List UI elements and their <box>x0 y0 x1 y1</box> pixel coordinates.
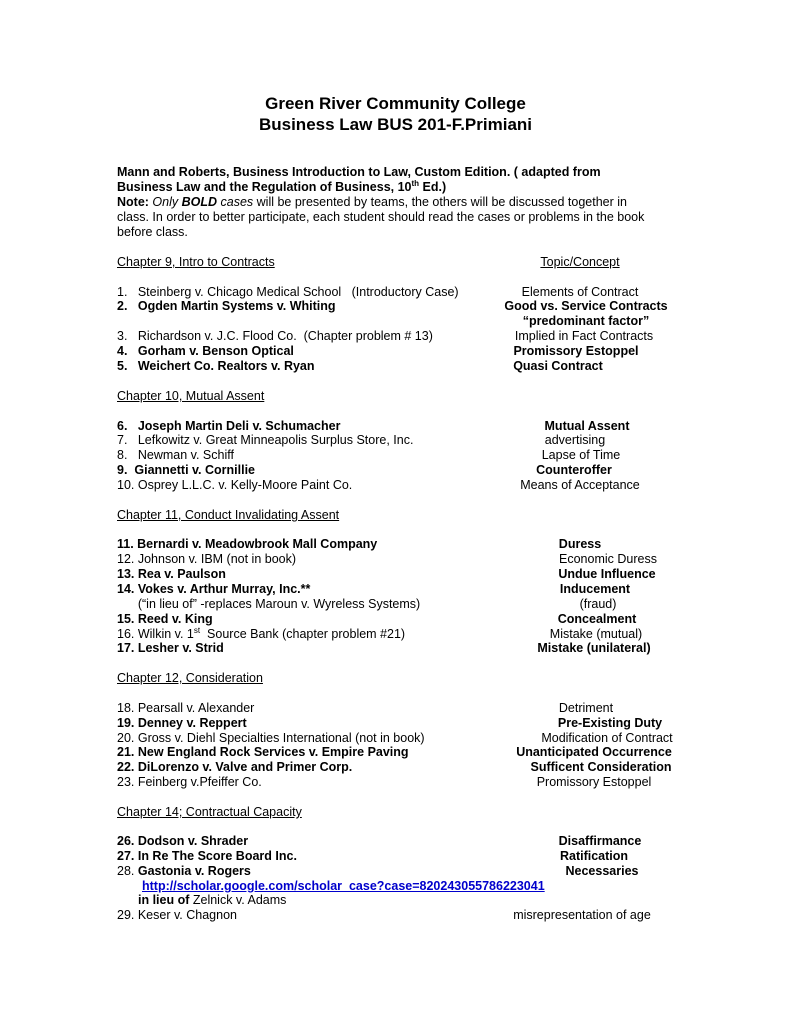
case-row: 13. Rea v. Paulson <box>117 567 226 581</box>
case-topic: Mistake (mutual) <box>549 627 643 641</box>
case-row: 11. Bernardi v. Meadowbrook Mall Company <box>117 537 378 551</box>
case-row: 15. Reed v. King <box>117 612 213 626</box>
case-row: 20. Gross v. Diehl Specialties International (not in book) <box>117 731 425 745</box>
case-row: 6. Joseph Martin Deli v. Schumacher <box>117 419 341 433</box>
case-topic: Promissory Estoppel <box>536 775 652 789</box>
case-row: 1. Steinberg v. Chicago Medical School (Introductory Case) <box>117 285 459 299</box>
case-topic: Ratification <box>559 849 629 863</box>
topic-concept-heading: Topic/Concept <box>540 255 620 269</box>
case-row: 14. Vokes v. Arthur Murray, Inc.** <box>117 582 311 596</box>
case-row: 4. Gorham v. Benson Optical <box>117 344 294 358</box>
chapter-14-heading: Chapter 14; Contractual Capacity <box>117 805 302 819</box>
case-topic: Modification of Contract <box>541 731 673 745</box>
case-topic: Necessaries <box>565 864 639 878</box>
case-topic: Implied in Fact Contracts <box>514 329 654 343</box>
college-title: Green River Community College <box>265 94 526 113</box>
case-row: 12. Johnson v. IBM (not in book) <box>117 552 297 566</box>
case-row: 10. Osprey L.L.C. v. Kelly-Moore Paint Co. <box>117 478 353 492</box>
case-row: 21. New England Rock Services v. Empire Paving <box>117 745 409 759</box>
case-row: 5. Weichert Co. Realtors v. Ryan <box>117 359 315 373</box>
case-row: 17. Lesher v. Strid <box>117 641 224 655</box>
case-topic: Disaffirmance <box>558 834 642 848</box>
case-topic: misrepresentation of age <box>513 908 651 922</box>
intro-line-2: Business Law and the Regulation of Business, 10th Ed.) <box>117 178 447 194</box>
case-row: 23. Feinberg v.Pfeiffer Co. <box>117 775 262 789</box>
case-topic: advertising <box>544 433 606 447</box>
case-topic: Elements of Contract <box>521 285 639 299</box>
case-row: 8. Newman v. Schiff <box>117 448 234 462</box>
case-topic: Mistake (unilateral) <box>537 641 651 655</box>
case-topic: Promissory Estoppel <box>513 344 639 358</box>
case-row: 7. Lefkowitz v. Great Minneapolis Surplus Store, Inc. <box>117 433 414 447</box>
case-row: (“in lieu of” -replaces Maroun v. Wyreless Systems) <box>117 597 421 611</box>
case-topic: Good vs. Service Contracts <box>504 299 668 313</box>
in-lieu-row: in lieu of Zelnick v. Adams <box>138 893 287 907</box>
note-line-2: class. In order to better participate, each student should read the cases or problems in the book <box>117 210 645 224</box>
case-topic: Inducement <box>559 582 631 596</box>
case-topic: Undue Influence <box>558 567 656 581</box>
note-line-1: Note: Only BOLD cases will be presented by teams, the others will be discussed together in <box>117 195 627 209</box>
case-topic: (fraud) <box>579 597 617 611</box>
case-topic: Economic Duress <box>559 552 657 566</box>
case-row: 9. Giannetti v. Cornillie <box>117 463 255 477</box>
case-topic: Concealment <box>557 612 637 626</box>
course-title: Business Law BUS 201-F.Primiani <box>258 115 533 134</box>
case-row: 28. Gastonia v. Rogers <box>117 864 251 878</box>
chapter-12-heading: Chapter 12, Consideration <box>117 671 263 685</box>
case-topic: Lapse of Time <box>541 448 621 462</box>
case-topic: Pre-Existing Duty <box>557 716 663 730</box>
case-link-row <box>142 879 545 894</box>
scholar-case-link[interactable]: http://scholar.google.com/scholar_case?case=820243055786223041 <box>142 879 545 893</box>
case-topic: Unanticipated Occurrence <box>516 745 672 759</box>
case-row: 16. Wilkin v. 1st Source Bank (chapter problem #21) <box>117 625 406 641</box>
case-topic: Detriment <box>558 701 614 715</box>
case-topic: Counteroffer <box>536 463 612 477</box>
case-row: 2. Ogden Martin Systems v. Whiting <box>117 299 336 313</box>
case-row: 3. Richardson v. J.C. Flood Co. (Chapter problem # 13) <box>117 329 433 343</box>
case-topic: Mutual Assent <box>544 419 630 433</box>
chapter-11-heading: Chapter 11, Conduct Invalidating Assent <box>117 508 340 522</box>
chapter-9-heading: Chapter 9, Intro to Contracts <box>117 255 275 269</box>
case-row: 22. DiLorenzo v. Valve and Primer Corp. <box>117 760 353 774</box>
case-row: 27. In Re The Score Board Inc. <box>117 849 297 863</box>
case-row: 18. Pearsall v. Alexander <box>117 701 255 715</box>
case-topic: Duress <box>558 537 602 551</box>
case-topic: “predominant factor” <box>522 314 650 328</box>
note-line-3: before class. <box>117 225 188 239</box>
case-row: 29. Keser v. Chagnon <box>117 908 237 922</box>
case-topic: Sufficent Consideration <box>530 760 672 774</box>
intro-line-1: Mann and Roberts, Business Introduction to Law, Custom Edition. ( adapted from <box>117 165 601 179</box>
case-topic: Means of Acceptance <box>520 478 640 492</box>
case-topic: Quasi Contract <box>513 359 603 373</box>
case-row: 26. Dodson v. Shrader <box>117 834 249 848</box>
case-row: 19. Denney v. Reppert <box>117 716 247 730</box>
chapter-10-heading: Chapter 10, Mutual Assent <box>117 389 265 403</box>
